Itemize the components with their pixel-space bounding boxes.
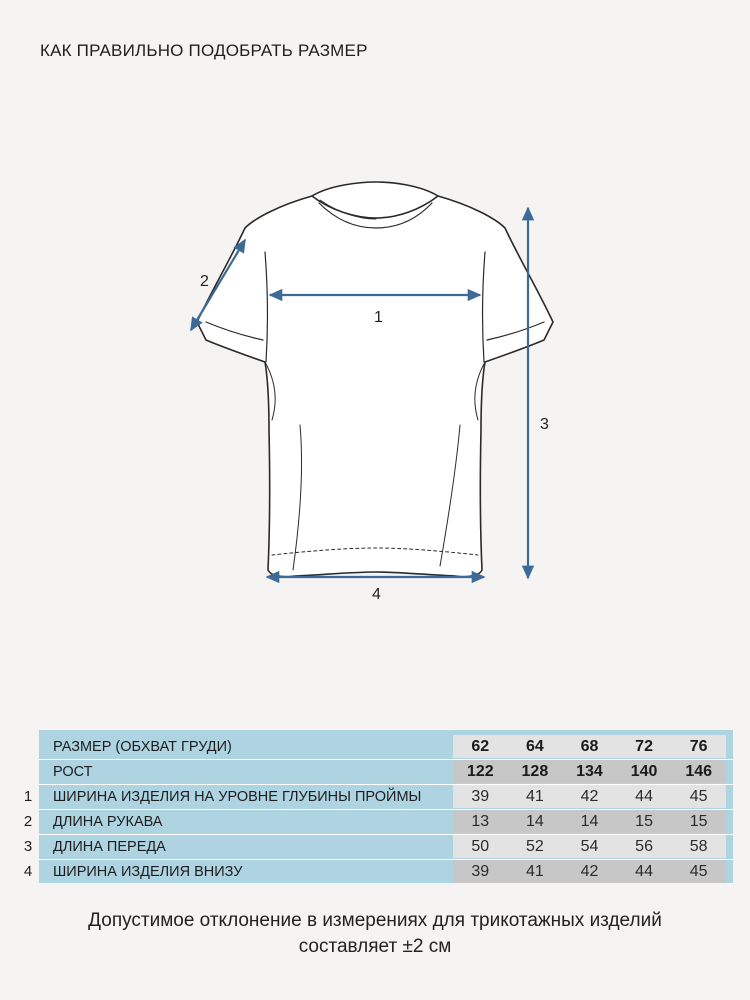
- table-row: [39, 785, 733, 809]
- cell-value: 52: [525, 838, 544, 855]
- cell-value: 56: [635, 838, 653, 855]
- cell-value: 64: [525, 738, 544, 755]
- row-label: ШИРИНА ИЗДЕЛИЯ ВНИЗУ: [53, 864, 243, 880]
- cell-value: 58: [689, 838, 708, 855]
- table-row: [39, 835, 733, 859]
- cell-value: 45: [689, 788, 708, 805]
- table-row: [39, 860, 733, 884]
- cell-value: 44: [635, 788, 653, 805]
- cell-value: 54: [580, 838, 599, 855]
- row-values: [453, 785, 726, 808]
- cell-value: 41: [525, 788, 544, 805]
- tolerance-note: [0, 908, 750, 960]
- cell-value: 122: [466, 763, 494, 780]
- row-label: ШИРИНА ИЗДЕЛИЯ НА УРОВНЕ ГЛУБИНЫ ПРОЙМЫ: [53, 789, 422, 805]
- cell-value: 14: [525, 813, 544, 830]
- row-label: РАЗМЕР (ОБХВАТ ГРУДИ): [53, 739, 232, 755]
- cell-value: 140: [630, 763, 658, 780]
- row-values: [453, 735, 726, 758]
- cell-value: 15: [689, 813, 708, 830]
- cell-value: 68: [580, 738, 599, 755]
- cell-value: 15: [635, 813, 653, 830]
- cell-value: 42: [580, 788, 599, 805]
- table-row: [39, 735, 733, 759]
- cell-value: 128: [521, 763, 549, 780]
- row-number: 3: [23, 838, 33, 855]
- cell-value: 44: [635, 863, 653, 880]
- cell-value: 146: [685, 763, 713, 780]
- cell-value: 14: [580, 813, 599, 830]
- row-number: 2: [23, 813, 33, 830]
- row-number: 4: [23, 863, 33, 880]
- tshirt-outline: [197, 182, 553, 577]
- cell-value: 13: [471, 813, 490, 830]
- cell-value: 72: [635, 738, 653, 755]
- cell-value: 134: [576, 763, 603, 780]
- cell-value: 45: [689, 863, 708, 880]
- size-table: [39, 730, 733, 883]
- cell-value: 50: [471, 838, 490, 855]
- cell-value: 39: [471, 863, 490, 880]
- tolerance-note-line1: Допустимое отклонение в измерениях для трикотажных изделий: [88, 910, 662, 931]
- label-chest-width: 1: [374, 309, 383, 326]
- page-title: КАК ПРАВИЛЬНО ПОДОБРАТЬ РАЗМЕР: [40, 41, 368, 60]
- row-values: [453, 810, 726, 833]
- table-row: [39, 810, 733, 834]
- cell-value: 42: [580, 863, 599, 880]
- row-label: РОСТ: [53, 764, 93, 780]
- row-number: 1: [23, 788, 33, 805]
- label-front-length: 3: [540, 416, 549, 433]
- table-row: [39, 760, 733, 784]
- cell-value: 41: [525, 863, 544, 880]
- cell-value: 62: [471, 738, 490, 755]
- row-values: [453, 835, 726, 858]
- row-label: ДЛИНА ПЕРЕДА: [53, 839, 166, 855]
- label-sleeve-length: 2: [200, 273, 209, 290]
- row-label: ДЛИНА РУКАВА: [53, 814, 163, 830]
- row-values: [453, 860, 726, 883]
- tolerance-note-line2: составляет ±2 см: [298, 936, 452, 957]
- label-bottom-width: 4: [372, 586, 381, 603]
- row-values: [453, 760, 726, 783]
- cell-value: 39: [471, 788, 490, 805]
- cell-value: 76: [689, 738, 708, 755]
